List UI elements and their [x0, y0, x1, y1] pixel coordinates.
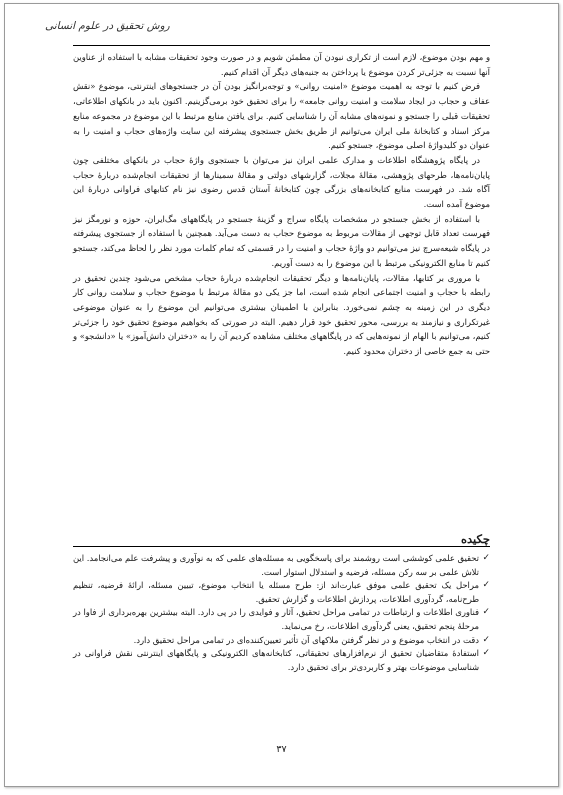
summary-item: ✓ فناوری اطلاعات و ارتباطات در تمامی مراحل تحقیق، آثار و فوایدی را در پی دارد. البته بیشترین بهره‌برداری از فاوا در مرحلهٔ پنجم تحقیق، یعنی گردآوری اطلاعات، رخ می‌نماید.	[73, 607, 490, 631]
checkmark-icon: ✓	[482, 607, 490, 618]
summary-item: ✓ استفادهٔ متقاضیان تحقیق از نرم‌افزارهای تحقیقاتی، کتابخانه‌های الکترونیکی و پایگاههای اینترنتی نقش فراوانی در شناسایی موضوعات بهتر و کاربردی‌تر برای تحقیق دارد.	[73, 648, 490, 672]
body-text	[73, 50, 490, 359]
paragraph-2: فرض کنیم با توجه به اهمیت موضوع «امنیت روانی» و توجه‌برانگیز بودن آن در جستجوهای اینترنتی، موضوع «نقش عفاف و حجاب در ایجاد سلامت و امنیت روانی جامعه» را برای تحقیق خود برمی‌گزینیم. اکنون باید در بانکهای اطلاعاتی، تحقیقات قبلی را جستجو و نمونه‌های مشابه آن را شناسایی کنیم. برای یافتن منابع مرتبط با این موضوع در مجموعه منابع مرکز اسناد و کتابخانهٔ ملی ایران می‌توانیم از طریق بخش جستجوی پیشرفته این سایت واژه‌های حجاب و امنیت را به عنوان دو کلیدواژهٔ اصلی موضوع، جستجو کنیم.	[73, 81, 490, 151]
paragraph-1: و مهم بودن موضوع، لازم است از تکراری نبودن آن مطمئن شویم و در صورت وجود تحقیقات مشابه با استفاده از عناوین آنها نسبت به جزئی‌تر کردن موضوع یا پرداختن به جنبه‌های دیگر آن اقدام کنیم.	[73, 52, 490, 77]
summary-item: ✓ دقت در انتخاب موضوع و در نظر گرفتن ملاکهای آن تأثیر تعیین‌کننده‌ای در تمامی مراحل تحقیق دارد.	[73, 634, 490, 648]
paragraph-4: با استفاده از بخش جستجو در مشخصات پایگاه سراج و گزینهٔ جستجو در پایگاههای مگ‌ایران، حوزه و نورمگز نیز فهرست تعداد قابل توجهی از مقالات مربوط به موضوع حجاب به دست می‌آید. همچنین با استفاده از جستجوی پیشرفته در پایگاه شیعه‌سرچ نیز می‌توانیم دو واژهٔ حجاب و امنیت را در قسمتی که تمام کلمات مورد نظر را لحاظ می‌کند، جستجو کنیم تا منابع الکترونیکی مرتبط با این موضوع را به دست آوریم.	[73, 213, 490, 268]
summary-item: ✓ مراحل یک تحقیق علمی موفق عبارت‌اند از: طرح مسئله یا انتخاب موضوع، تبیین مسئله، ارائهٔ فرضیه، تنظیم طرح‌نامه، گردآوری اطلاعات، پردازش اطلاعات و گزارش تحقیق.	[73, 580, 490, 604]
checkmark-icon: ✓	[482, 634, 490, 645]
summary-item: ✓ تحقیق علمی کوششی است روشمند برای پاسخگویی به مسئله‌های علمی که به نوآوری و پیشرفت علم می‌انجامد. این تلاش علمی بر سه رکن مسئله، فرضیه و استدلال استوار است.	[73, 553, 490, 577]
checkmark-icon: ✓	[482, 648, 490, 659]
checkmark-icon: ✓	[482, 553, 490, 563]
checkmark-icon: ✓	[482, 580, 490, 591]
header-rule	[73, 45, 490, 46]
paragraph-3: در پایگاه پژوهشگاه اطلاعات و مدارک علمی ایران نیز می‌توان با جستجوی واژهٔ حجاب در بانکهای مختلفی چون پایان‌نامه‌ها، طرحهای پژوهشی، مقالهٔ مجلات، گزارشهای دولتی و مقالهٔ سمینارها از تحقیقات انجام‌شده دربارهٔ حجاب آگاه شد. در فهرست منابع کتابخانه‌های بزرگی چون کتابخانهٔ آستان قدس رضوی نیز نام کتابهای فراوانی دربارهٔ این موضوع آمده است.	[73, 154, 490, 210]
document-page	[4, 3, 559, 787]
running-head: روش تحقیق در علوم انسانی	[45, 20, 170, 32]
paragraph-5: با مروری بر کتابها، مقالات، پایان‌نامه‌ها و دیگر تحقیقات انجام‌شده دربارهٔ حجاب مشخص می‌شود چندین تحقیق در رابطه با حجاب و امنیت اجتماعی انجام شده است، اما جز یکی دو مقالهٔ مرتبط با موضوع حجاب و سلامت روانی کار دیگری در این زمینه به چشم نمی‌خورد. بنابراین با اطمینان بیشتری می‌توانیم این موضوع را به عنوان موضوعی غیرتکراری و نیازمند به بررسی، محور تحقیق خود قرار دهیم. البته در صورتی که بخواهیم موضوع تحقیق خود را جزئی‌تر کنیم، می‌توانیم با الهام از نمونه‌هایی که در پایگاههای مختلف مشاهده کردیم آن را به «دختران دانش‌آموز» یا «دانشجو» و حتی به جمع خاصی از دختران محدود کنیم.	[73, 272, 490, 357]
summary-list	[73, 552, 490, 674]
summary-rule	[73, 546, 490, 547]
page-number: ۳۷	[276, 744, 287, 755]
summary-title: چکیده	[461, 532, 490, 546]
